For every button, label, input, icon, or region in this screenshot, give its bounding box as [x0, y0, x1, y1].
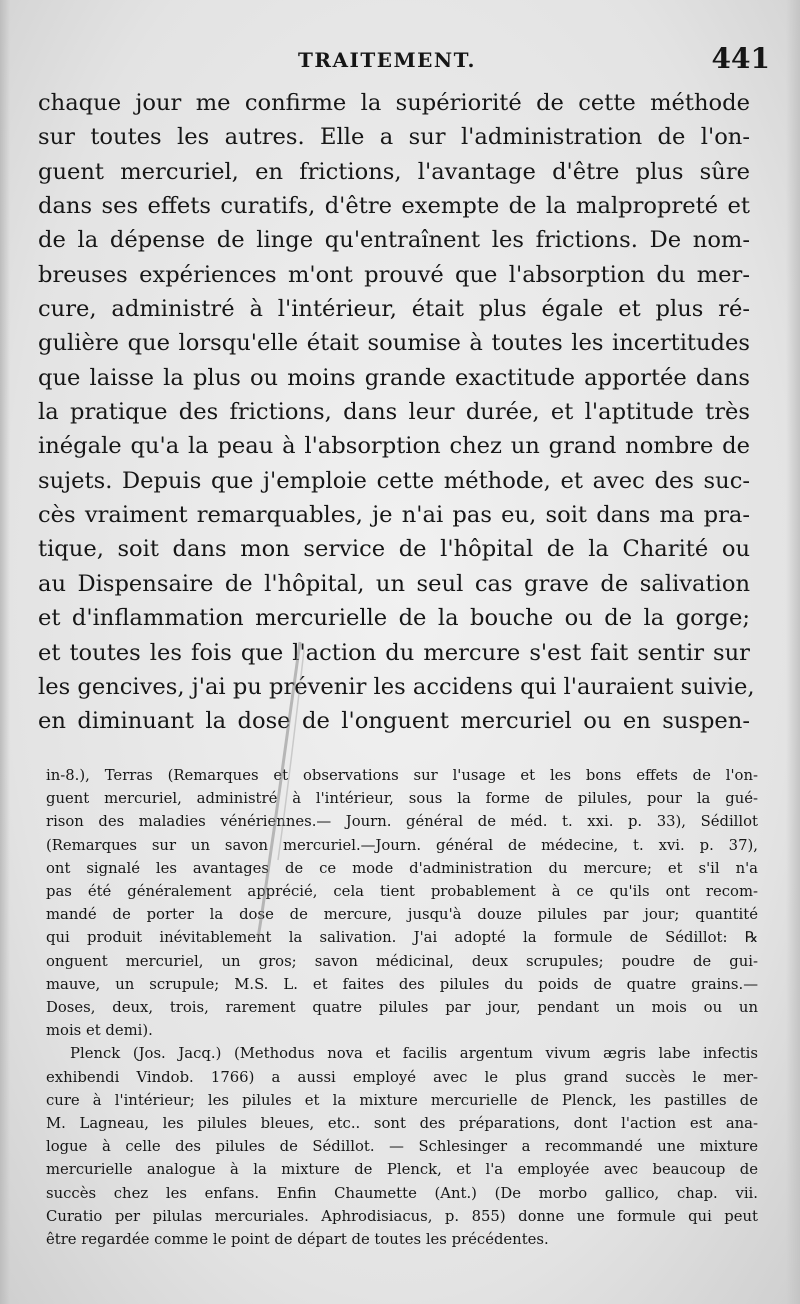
paper-scratch-mark: [252, 640, 312, 940]
footnote-line: ont signalé les avantages de ce mode d'administration du mercure; et s'il n'a: [46, 859, 758, 877]
footnote-line: Doses, deux, trois, rarement quatre pilules par jour, pendant un mois ou un: [46, 999, 758, 1017]
body-line: en diminuant la dose de l'onguent mercuriel ou en suspen-: [38, 708, 750, 735]
body-line: que laisse la plus ou moins grande exactitude apportée dans: [38, 364, 750, 391]
footnote-line: être regardée comme le point de départ de toutes les précédentes.: [46, 1231, 549, 1249]
body-line: et d'inflammation mercurielle de la bouche ou de la gorge;: [38, 605, 750, 632]
footnote-line: mercurielle analogue à la mixture de Plenck, et l'a employée avec beaucoup de: [46, 1161, 758, 1179]
footnote-line: M. Lagneau, les pilules bleues, etc.. sont des préparations, dont l'action est ana-: [46, 1115, 758, 1133]
body-line: guent mercuriel, en frictions, l'avantage d'être plus sûre: [38, 158, 750, 185]
footnote-line: exhibendi Vindob. 1766) a aussi employé avec le plus grand succès le mer-: [46, 1068, 758, 1086]
body-line: de la dépense de linge qu'entraînent les frictions. De nom-: [38, 227, 750, 254]
page-edge-shadow-right: [786, 0, 800, 1304]
footnote-line: qui produit inévitablement la salivation. J'ai adopté la formule de Sédillot: ℞: [46, 929, 758, 947]
body-line: tique, soit dans mon service de l'hôpital de la Charité ou: [38, 536, 750, 563]
body-line: dans ses effets curatifs, d'être exempte de la malpropreté et: [38, 193, 750, 220]
footnote-line: Curatio per pilulas mercuriales. Aphrodisiacus, p. 855) donne une formule qui peut: [46, 1207, 758, 1225]
footnotes: [46, 764, 758, 1251]
footnote-line: mauve, un scrupule; M.S. L. et faites des pilules du poids de quatre grains.—: [46, 975, 758, 993]
body-line: la pratique des frictions, dans leur durée, et l'aptitude très: [38, 399, 750, 426]
body-line: cès vraiment remarquables, je n'ai pas eu, soit dans ma pra-: [38, 502, 750, 529]
body-line: et toutes les fois que l'action du mercure s'est fait sentir sur: [38, 639, 750, 666]
footnote-line: mandé de porter la dose de mercure, jusqu'à douze pilules par jour; quantité: [46, 906, 758, 924]
body-line: sur toutes les autres. Elle a sur l'administration de l'on-: [38, 124, 750, 151]
footnote-line: (Remarques sur un savon mercuriel.—Journ. général de médecine, t. xvi. p. 37),: [46, 836, 758, 854]
body-line: les gencives, j'ai pu prévenir les accidens qui l'auraient suivie,: [38, 673, 755, 700]
footnote-line: rison des maladies vénériennes.— Journ. général de méd. t. xxi. p. 33), Sédillot: [46, 813, 758, 831]
footnote-line: cure à l'intérieur; les pilules et la mixture mercurielle de Plenck, les pastilles de: [46, 1091, 758, 1109]
main-text: [38, 86, 755, 739]
footnote-line: succès chez les enfans. Enfin Chaumette (Ant.) (De morbo gallico, chap. vii.: [46, 1184, 758, 1202]
footnote-line: logue à celle des pilules de Sédillot. — Schlesinger a recommandé une mixture: [46, 1138, 758, 1156]
footnote-line: Plenck (Jos. Jacq.) (Methodus nova et facilis argentum vivum ægris labe infectis: [70, 1045, 758, 1063]
footnote-line: in-8.), Terras (Remarques et observations sur l'usage et les bons effets de l'on-: [46, 767, 758, 784]
body-line: chaque jour me confirme la supériorité de cette méthode: [38, 90, 750, 116]
page-number: 441: [711, 42, 770, 75]
footnote-line: pas été généralement apprécié, cela tient probablement à ce qu'ils ont recom-: [46, 883, 758, 901]
body-line: breuses expériences m'ont prouvé que l'absorption du mer-: [38, 261, 750, 288]
body-line: au Dispensaire de l'hôpital, un seul cas grave de salivation: [38, 570, 750, 597]
footnote-line: onguent mercuriel, un gros; savon médicinal, deux scrupules; poudre de gui-: [46, 952, 758, 970]
page-edge-shadow-left: [0, 0, 10, 1304]
body-line: gulière que lorsqu'elle était soumise à toutes les incertitudes: [38, 330, 750, 357]
footnote-line: guent mercuriel, administré à l'intérieur, sous la forme de pilules, pour la gué-: [46, 790, 758, 808]
body-line: inégale qu'a la peau à l'absorption chez un grand nombre de: [38, 433, 750, 460]
page-header: [40, 42, 770, 80]
body-line: sujets. Depuis que j'emploie cette méthode, et avec des suc-: [38, 467, 750, 494]
footnote-line: mois et demi).: [46, 1022, 153, 1040]
body-line: cure, administré à l'intérieur, était plus égale et plus ré-: [38, 296, 750, 323]
running-head: TRAITEMENT.: [298, 48, 476, 72]
